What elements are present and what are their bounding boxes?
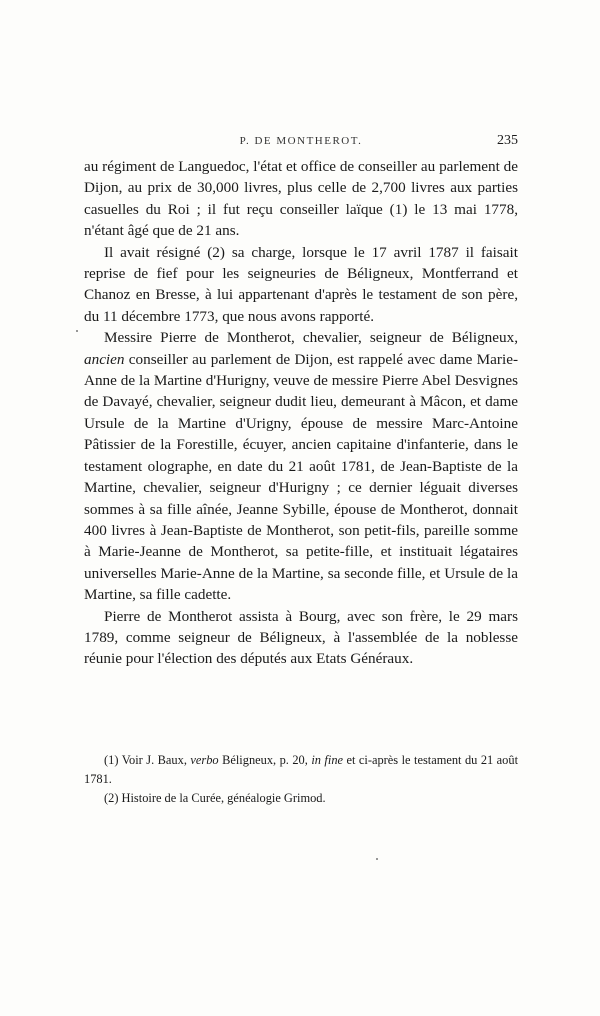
footnote-1 <box>84 751 518 789</box>
paragraph-continuation: au régiment de Languedoc, l'état et office de conseiller au parlement de Dijon, au prix de 30,000 livres, plus celle de 2,700 livres aux parties casuelles du Roi ; il fut reçu conseiller laïque (1) le 13 mai 1778, n'étant âgé que de 21 ans. <box>84 158 518 240</box>
paragraph-assembly: Pierre de Montherot assista à Bourg, avec son frère, le 29 mars 1789, comme seigneur de Béligneux, à l'assemblée de la noblesse réunie pour l'élection des députés aux Etats Généraux. <box>84 607 518 668</box>
paragraph-testament-part1: Messire Pierre de Montherot, chevalier, seigneur de Béligneux, <box>104 329 518 347</box>
footnote-1-part2: Béligneux, p. 20, <box>218 753 312 767</box>
footnotes <box>84 751 518 808</box>
running-head: P. DE MONTHEROT. <box>239 135 363 147</box>
footnote-1-part3: et ci-après le testament du 21 août 1781. <box>84 753 519 786</box>
paragraph-testament <box>84 327 518 605</box>
scan-speck <box>76 330 78 332</box>
body-text <box>84 156 518 670</box>
scan-speck <box>376 858 378 860</box>
footnote-1-italic-in-fine: in fine <box>311 753 344 767</box>
italic-ancien: ancien <box>84 350 125 368</box>
footnote-1-part1: (1) Voir J. Baux, <box>104 753 191 767</box>
paragraph-testament-part2: conseiller au parlement de Dijon, est rappelé avec dame Marie-Anne de la Martine d'Hurigny, veuve de messire Pierre Abel Desvignes de Davayé, chevalier, seigneur dudit lieu, demeurant à Mâcon, et dame Ursule de la Martine d'Urigny, épouse de messire Marc-Antoine Pâtissier de la Forestille, écuyer, ancien capitaine d'infanterie, dans le testament olographe, en date du 21 août 1781, de Jean-Baptiste de la Martine, chevalier, seigneur d'Hurigny ; ce dernier léguait diverses sommes à sa fille aînée, Jeanne Sybille, épouse de Montherot, donnait 400 livres à Jean-Baptiste de Montherot, son petit-fils, pareille somme à Marie-Jeanne de Montherot, sa petite-fille, et instituait légataires universelles Marie-Anne de la Martine, sa seconde fille, et Ursule de la Martine, sa fille cadette. <box>84 350 518 604</box>
footnote-1-italic-verbo: verbo <box>190 753 219 767</box>
paragraph-resignation: Il avait résigné (2) sa charge, lorsque le 17 avril 1787 il faisait reprise de fief pour les seigneuries de Béligneux, Montferrand et Chanoz en Bresse, à lui appartenant d'après le testament de son père, du 11 décembre 1773, que nous avons rapporté. <box>84 243 518 325</box>
page-header <box>84 133 518 151</box>
footnote-2: (2) Histoire de la Curée, généalogie Grimod. <box>104 791 326 805</box>
page-number: 235 <box>497 133 518 148</box>
